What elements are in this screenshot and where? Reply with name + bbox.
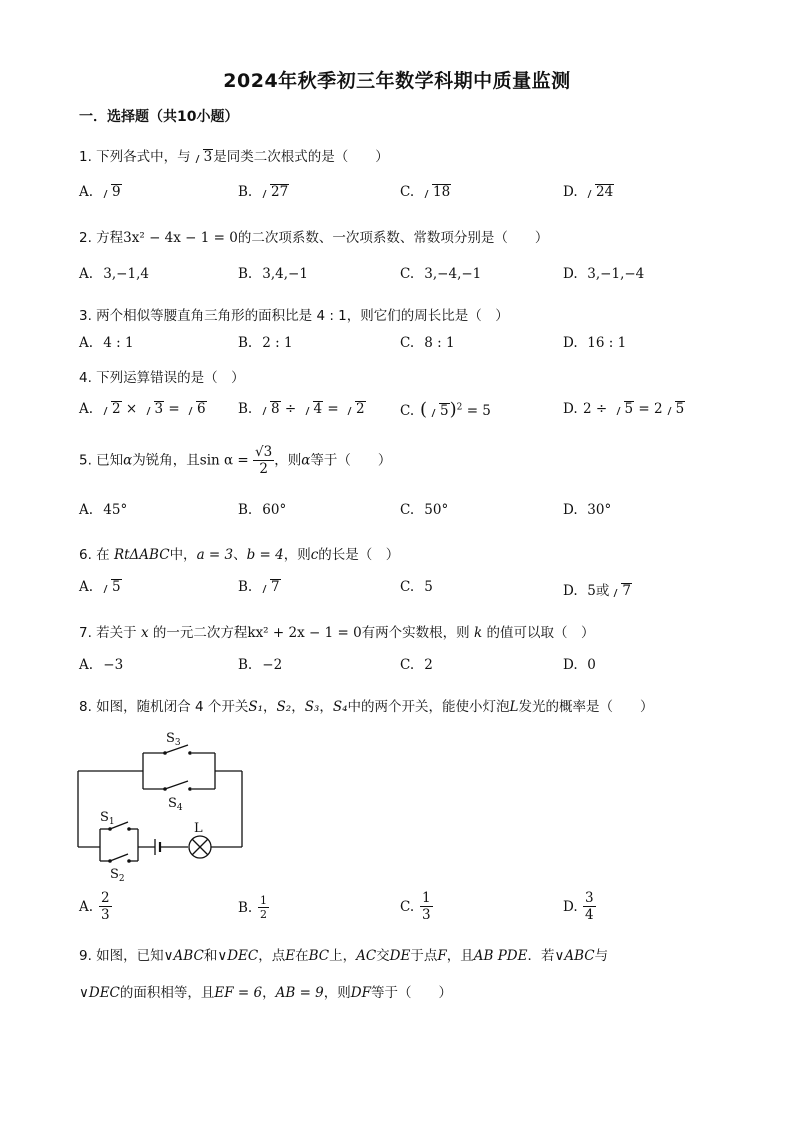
label-lamp: L xyxy=(194,821,203,836)
label-s4: $S_4$ xyxy=(168,796,183,813)
q7-option-a: A. −3 xyxy=(79,657,124,673)
section-heading: 一．选择题（共10小题） xyxy=(79,109,239,125)
q7-option-d: D. 0 xyxy=(563,657,596,673)
q3-option-c: C. 8 : 1 xyxy=(400,335,455,351)
q6-option-c: C. 5 xyxy=(400,579,433,595)
q6-option-d: D. 5或 7 xyxy=(563,583,631,599)
question-4: 4. 下列运算错误的是（ ） xyxy=(79,370,245,386)
label-s2: $S_2$ xyxy=(110,867,125,884)
q1-option-a: A. 9 xyxy=(79,184,121,200)
question-3: 3. 两个相似等腰直角三角形的面积比是 4 : 1，则它们的周长比是（ ） xyxy=(79,308,509,324)
q3-option-b: B. 2 : 1 xyxy=(238,335,293,351)
sqrt-expression: 3 xyxy=(193,149,214,165)
question-7: 7. 若关于 x 的一元二次方程kx² + 2x − 1 = 0有两个实数根，则 k 的值可以取（ ） xyxy=(79,625,595,641)
q8-option-d: D. $\frac{3}{4}$ xyxy=(563,890,594,924)
q3-option-a: A. 4 : 1 xyxy=(79,335,134,351)
q4-option-b: B. 8 ÷ 4 = 2 xyxy=(238,401,365,417)
label-s1: $S_1$ xyxy=(100,810,115,827)
q6-option-a: A. 5 xyxy=(79,579,121,595)
question-2: 2. 方程3x² − 4x − 1 = 0的二次项系数、一次项系数、常数项分别是（ ） xyxy=(79,230,549,246)
q2-equation: 3x² − 4x − 1 = 0 xyxy=(123,230,238,246)
q6-option-b: B. 7 xyxy=(238,579,280,595)
question-9-line-2: ∨DEC的面积相等，且EF = 6，AB = 9，则DF等于（ ） xyxy=(79,985,452,1001)
q3-option-d: D. 16 : 1 xyxy=(563,335,627,351)
q1-option-c: C. 18 xyxy=(400,184,451,200)
q2-option-d: D. 3,−1,−4 xyxy=(563,266,645,282)
q7-option-c: C. 2 xyxy=(400,657,433,673)
question-6: 6. 在 RtΔABC中，a = 3、b = 4，则c的长是（ ） xyxy=(79,547,400,563)
q7-option-b: B. −2 xyxy=(238,657,283,673)
q1-text-end: 是同类二次根式的是（ ） xyxy=(213,149,389,165)
q5-option-b: B. 60° xyxy=(238,502,287,518)
question-8: 8. 如图，随机闭合 4 个开关S₁，S₂，S₃，S₄中的两个开关，能使小灯泡L发光的概率是（ ） xyxy=(79,699,654,715)
q4-option-c: C. ( 5)$^2$ = 5 xyxy=(400,399,491,420)
circuit-diagram xyxy=(70,725,260,885)
question-1 xyxy=(79,145,389,165)
q8-option-a: A. $\frac{2}{3}$ xyxy=(79,890,110,924)
q1-option-b: B. 27 xyxy=(238,184,289,200)
label-s3: $S_3$ xyxy=(166,731,181,748)
q5-option-a: A. 45° xyxy=(79,502,128,518)
q4-option-a: A. 2 × 3 = 6 xyxy=(79,401,206,417)
q5-option-d: D. 30° xyxy=(563,502,612,518)
page-title: 2024年秋季初三年数学科期中质量监测 xyxy=(223,70,571,92)
q8-option-b: B. $\frac{1}{2}$ xyxy=(238,894,267,922)
question-5: 5. 已知α为锐角，且sin α = $\frac{√3}{2}$ ，则α等于（ ） xyxy=(79,444,392,478)
q2-option-b: B. 3,4,−1 xyxy=(238,266,308,282)
q4-option-d: D. 2 ÷ 5 = 2 5 xyxy=(563,401,685,417)
q2-option-c: C. 3,−4,−1 xyxy=(400,266,482,282)
q8-option-c: C. $\frac{1}{3}$ xyxy=(400,890,431,924)
fraction: $\frac{√3}{2}$ xyxy=(255,444,273,478)
q1-option-d: D. 24 xyxy=(563,184,614,200)
question-9-line-1: 9. 如图，已知∨ABC和∨DEC，点E在BC上，AC交DE于点F，且AB PDE．若∨ABC与 xyxy=(79,948,609,964)
q2-option-a: A. 3,−1,4 xyxy=(79,266,149,282)
q5-option-c: C. 50° xyxy=(400,502,449,518)
q1-text: 1. 下列各式中，与 xyxy=(79,149,191,165)
